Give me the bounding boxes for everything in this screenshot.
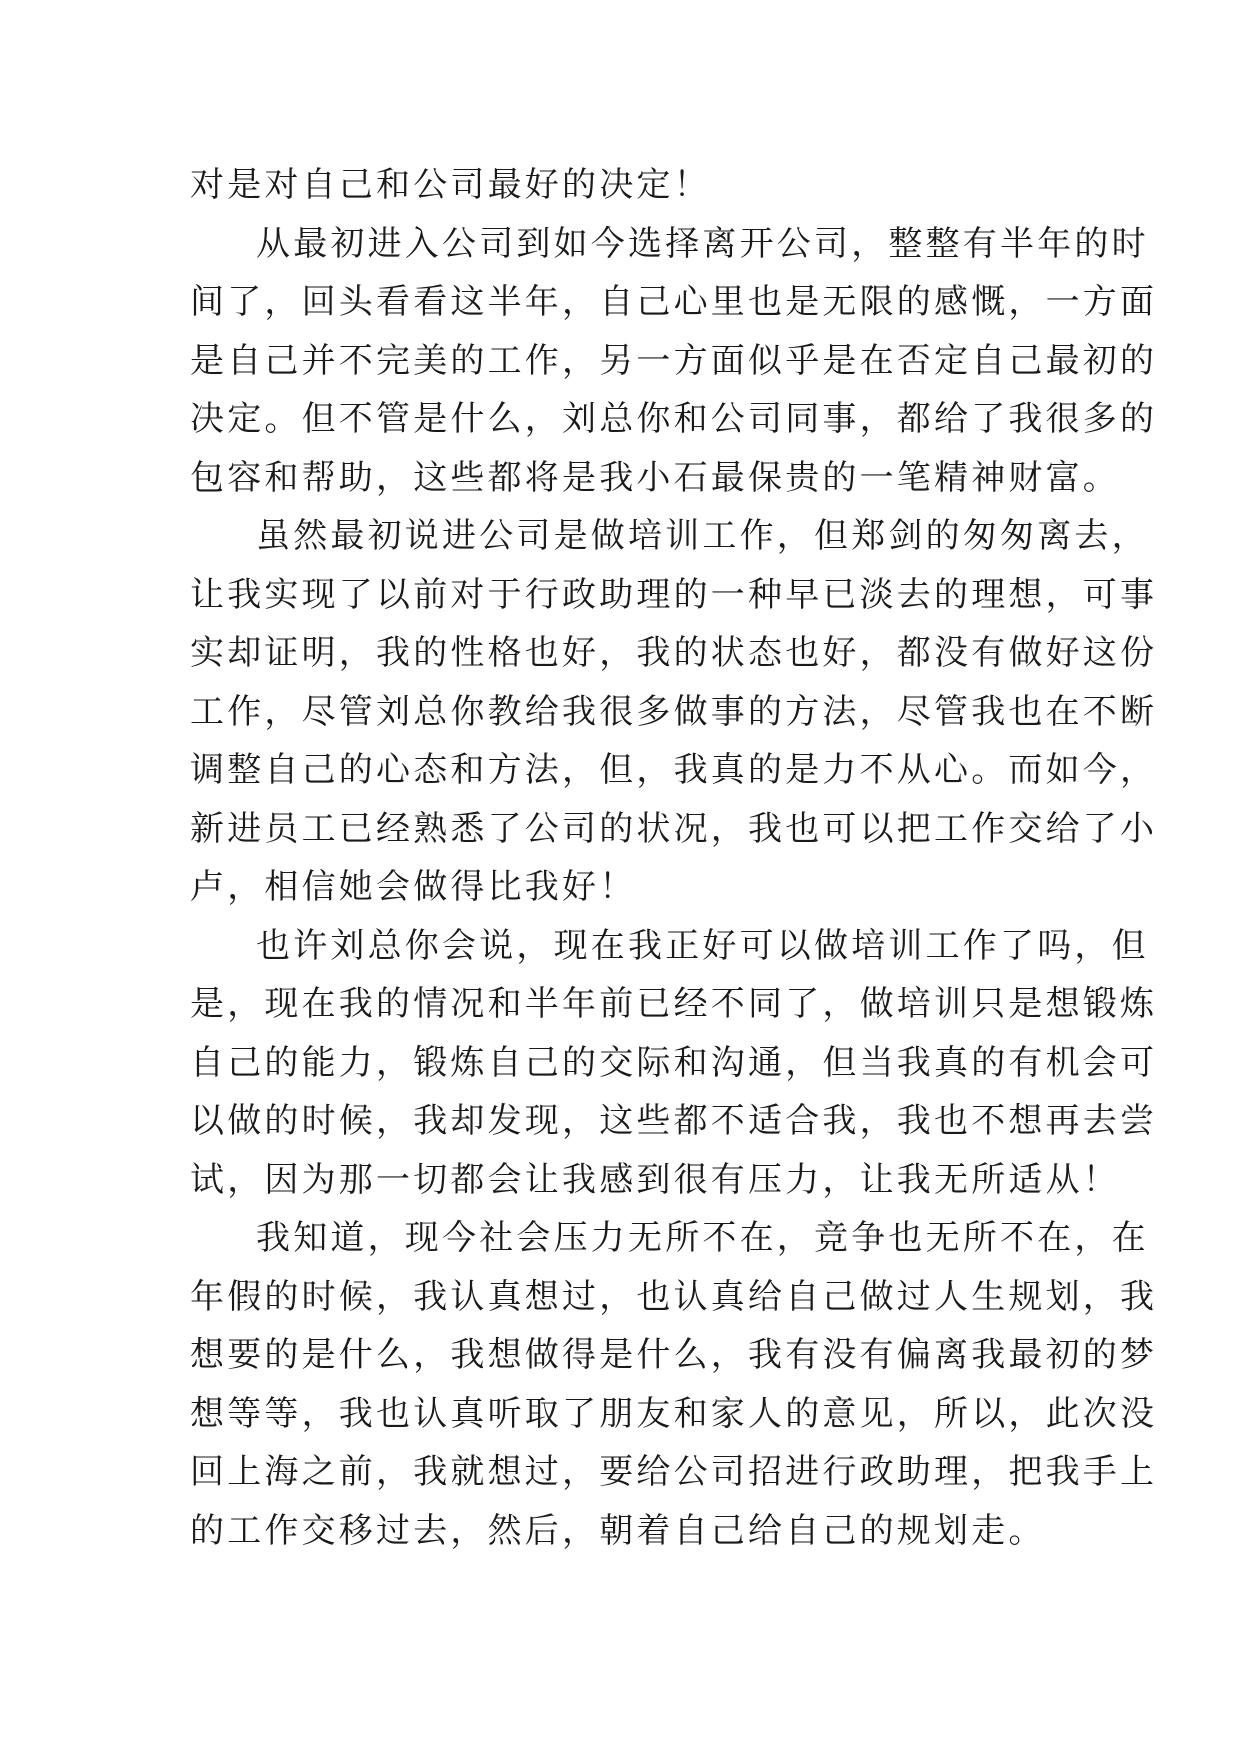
text-line: 回上海之前，我就想过，要给公司招进行政助理，把我手上 — [190, 1452, 1158, 1492]
paragraph-first-line: 我知道，现今社会压力无所不在，竞争也无所不在，在 — [256, 1218, 1149, 1258]
paragraph-first-line: 也许刘总你会说，现在我正好可以做培训工作了吗，但 — [256, 925, 1149, 966]
document-body — [190, 156, 1158, 1560]
text-line: 对是对自己和公司最好的决定！ — [190, 165, 711, 205]
text-line: 实却证明，我的性格也好，我的状态也好，都没有做好这份 — [190, 633, 1158, 673]
text-line: 想要的是什么，我想做得是什么，我有没有偏离我最初的梦 — [190, 1335, 1158, 1375]
text-line: 想等等，我也认真听取了朋友和家人的意见，所以，此次没 — [190, 1393, 1158, 1434]
text-line: 以做的时候，我却发现，这些都不适合我，我也不想再去尝 — [190, 1101, 1158, 1141]
text-line: 包容和帮助，这些都将是我小石最保贵的一笔精神财富。 — [190, 457, 1120, 498]
text-line: 是自己并不完美的工作，另一方面似乎是在否定自己最初的 — [190, 340, 1158, 381]
text-line: 是，现在我的情况和半年前已经不同了，做培训只是想锻炼 — [190, 984, 1158, 1024]
text-line: 让我实现了以前对于行政助理的一种早已淡去的理想，可事 — [190, 574, 1158, 615]
text-line: 调整自己的心态和方法，但，我真的是力不从心。而如今， — [190, 750, 1158, 790]
text-line: 卢，相信她会做得比我好！ — [190, 867, 637, 907]
text-line: 试，因为那一切都会让我感到很有压力，让我无所适从！ — [190, 1159, 1120, 1200]
text-line: 新进员工已经熟悉了公司的状况，我也可以把工作交给了小 — [190, 808, 1158, 849]
text-line: 年假的时候，我认真想过，也认真给自己做过人生规划，我 — [190, 1276, 1158, 1317]
text-line: 间了，回头看看这半年，自己心里也是无限的感慨，一方面 — [190, 282, 1158, 322]
paragraph-first-line: 从最初进入公司到如今选择离开公司，整整有半年的时 — [256, 223, 1149, 264]
text-line: 工作，尽管刘总你教给我很多做事的方法，尽管我也在不断 — [190, 691, 1158, 732]
text-line: 决定。但不管是什么，刘总你和公司同事，都给了我很多的 — [190, 399, 1158, 439]
text-line: 自己的能力，锻炼自己的交际和沟通，但当我真的有机会可 — [190, 1042, 1158, 1083]
paragraph-first-line: 虽然最初说进公司是做培训工作，但郑剑的匆匆离去， — [256, 516, 1149, 556]
text-line: 的工作交移过去，然后，朝着自己给自己的规划走。 — [190, 1510, 1046, 1551]
